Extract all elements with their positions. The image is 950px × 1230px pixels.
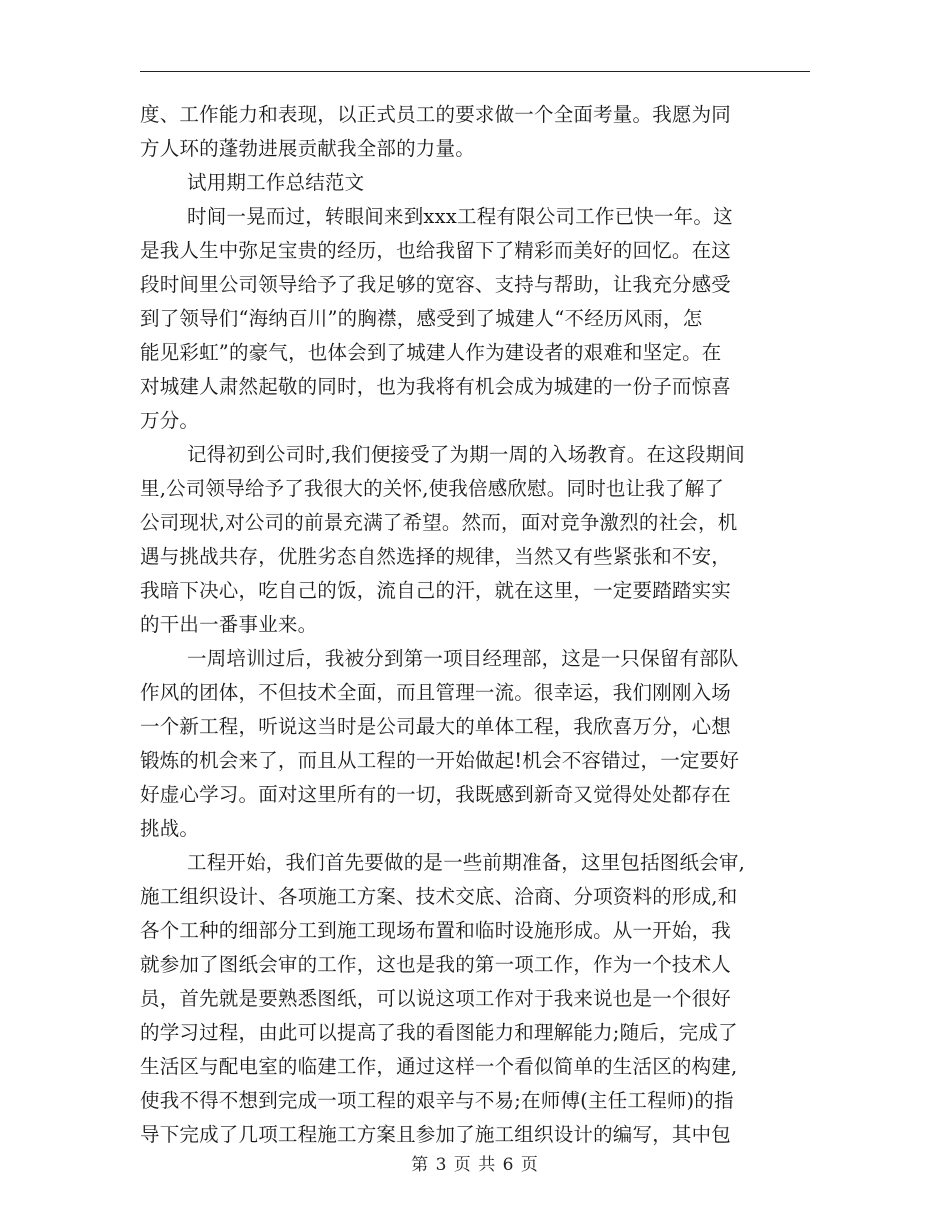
body-line: 是我人生中弥足宝贵的经历，也给我留下了精彩而美好的回忆。在这 (140, 239, 732, 262)
body-line: 里,公司领导给予了我很大的关怀,使我倍感欣慰。同时也让我了解了 (140, 477, 725, 500)
body-line: 能见彩虹”的豪气，也体会到了城建人作为建设者的艰难和坚定。在 (140, 341, 722, 364)
body-line: 遇与挑战共存，优胜劣态自然选择的规律，当然又有些紧张和不安， (140, 545, 732, 568)
body-line: 记得初到公司时,我们便接受了为期一周的入场教育。在这段期间 (187, 443, 745, 466)
body-line: 各个工种的细部分工到施工现场布置和临时设施形成。从一开始，我 (140, 919, 732, 942)
body-line: 好虚心学习。面对这里所有的一切，我既感到新奇又觉得处处都存在 (140, 783, 732, 806)
body-line: 挑战。 (140, 817, 200, 840)
body-line: 一周培训过后，我被分到第一项目经理部，这是一只保留有部队 (187, 647, 739, 670)
body-line: 的学习过程，由此可以提高了我的看图能力和理解能力;随后，完成了 (140, 1021, 738, 1044)
body-line: 度、工作能力和表现，以正式员工的要求做一个全面考量。我愿为同 (140, 103, 732, 126)
section-heading: 试用期工作总结范文 (187, 171, 365, 194)
body-line: 就参加了图纸会审的工作，这也是我的第一项工作，作为一个技术人 (140, 953, 732, 976)
body-line: 工程开始，我们首先要做的是一些前期准备，这里包括图纸会审, (187, 851, 745, 874)
document-body (140, 98, 812, 1152)
body-line: 公司现状,对公司的前景充满了希望。然而，面对竞争激烈的社会，机 (140, 511, 738, 534)
body-line: 员，首先就是要熟悉图纸，可以说这项工作对于我来说也是一个很好 (140, 987, 732, 1010)
body-line: 到了领导们“海纳百川”的胸襟，感受到了城建人“不经历风雨，怎 (140, 307, 703, 330)
body-line: 导下完成了几项工程施工方案且参加了施工组织设计的编写，其中包 (140, 1123, 732, 1146)
body-line: 生活区与配电室的临建工作，通过这样一个看似简单的生活区的构建, (140, 1055, 738, 1078)
body-line: 对城建人肃然起敬的同时，也为我将有机会成为城建的一份子而惊喜 (140, 375, 732, 398)
header-rule (140, 71, 810, 72)
page-number-footer: 第 3 页 共 6 页 (411, 1155, 539, 1175)
body-line: 使我不得不想到完成一项工程的艰辛与不易;在师傅(主任工程师)的指 (140, 1089, 734, 1112)
body-line: 方人环的蓬勃进展贡献我全部的力量。 (140, 137, 475, 160)
body-line: 段时间里公司领导给予了我足够的宽容、支持与帮助，让我充分感受 (140, 273, 732, 296)
body-line: 万分。 (140, 409, 200, 432)
body-line: 锻炼的机会来了，而且从工程的一开始做起!机会不容错过，一定要好 (140, 749, 740, 772)
body-line: 我暗下决心，吃自己的饭，流自己的汗，就在这里，一定要踏踏实实 (140, 579, 732, 602)
body-line: 一个新工程，听说这当时是公司最大的单体工程，我欣喜万分，心想 (140, 715, 732, 738)
body-line: 时间一晃而过，转眼间来到xxx工程有限公司工作已快一年。这 (187, 205, 733, 228)
body-line: 作风的团体，不但技术全面，而且管理一流。很幸运，我们刚刚入场 (140, 681, 732, 704)
body-line: 施工组织设计、各项施工方案、技术交底、洽商、分项资料的形成,和 (140, 885, 738, 908)
body-line: 的干出一番事业来。 (140, 613, 318, 636)
